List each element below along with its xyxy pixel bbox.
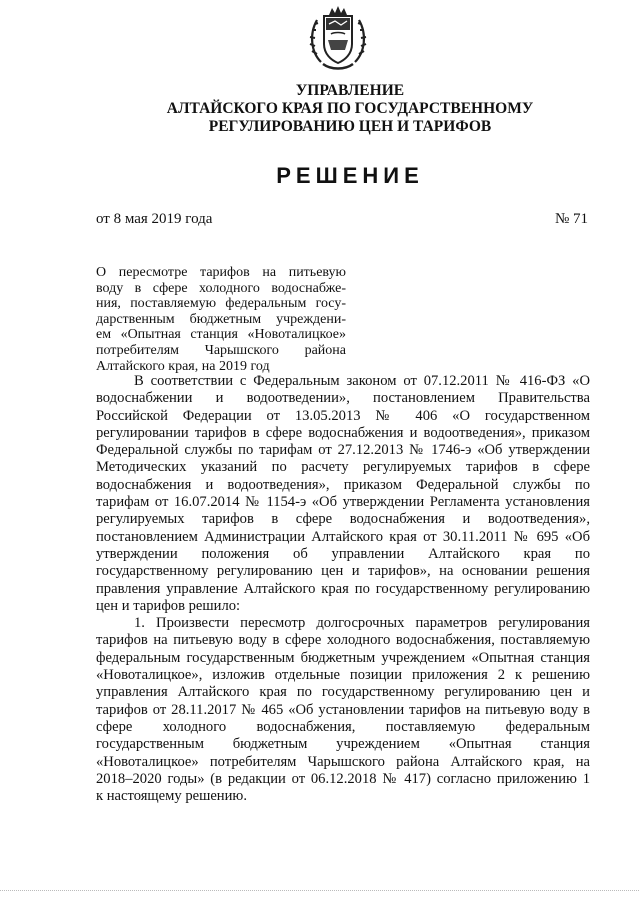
body-line: регулируемых тарифов в сфере водоснабжения и водоотведения», [96, 511, 590, 528]
body-line: утверждении положения об управлении Алтайского края по [96, 545, 590, 562]
document-body [96, 373, 590, 805]
body-line: тарифам от 16.07.2014 № 1154-э «Об утверждении Регламента установления [96, 494, 590, 511]
document-subject [96, 265, 346, 374]
body-line: 1. Произвести пересмотр долгосрочных параметров регулирования [134, 615, 590, 632]
subject-line: ем «Опытная станция «Новоталицкое» [96, 327, 346, 343]
body-line: тарифов от 28.11.2017 № 465 «Об установлении тарифов на питьевую воду в [96, 701, 590, 718]
body-line: государственному регулированию цен и тарифов», на основании решения [96, 563, 590, 580]
body-line: к настоящему решению. [96, 788, 247, 805]
body-line: Федеральной службы по тарифам от 27.12.2013 № 1746-э «Об утверждении [96, 442, 590, 459]
body-line: 2018–2020 годы» (в редакции от 06.12.2018 № 417) согласно приложению 1 [96, 770, 590, 787]
subject-line: Алтайского края, на 2019 год [96, 358, 270, 374]
body-line: «Новоталицкое» потребителям Чарышского района Алтайского края, на [96, 753, 590, 770]
header-line-3: РЕГУЛИРОВАНИЮ ЦЕН И ТАРИФОВ [208, 118, 492, 135]
body-line: «Новоталицкое», изложив отдельные позиции приложения 2 к решению [96, 667, 590, 684]
header-line-1: УПРАВЛЕНИЕ [295, 82, 405, 99]
subject-line: потребителям Чарышского района [96, 342, 346, 358]
body-line: тарифов на питьевую воду в сфере холодного водоснабжения, поставляемую [96, 632, 590, 649]
page-bottom-divider [0, 890, 639, 891]
header-line-2: АЛТАЙСКОГО КРАЯ ПО ГОСУДАРСТВЕННОМУ [166, 100, 534, 117]
subject-line: ния, поставляемую федеральным госу- [96, 296, 346, 312]
body-line: регулировании тарифов в сфере водоснабжения и водоотведения», приказом [96, 424, 590, 441]
document-title: РЕШЕНИЕ [276, 163, 424, 188]
body-line: В соответствии с Федеральным законом от 07.12.2011 № 416-ФЗ «О [134, 373, 590, 389]
document-number: № 71 [554, 211, 588, 227]
body-line: федеральным государственным бюджетным учреждением «Опытная станция [96, 649, 590, 666]
body-line: управления Алтайского края по государственному регулированию цен и [96, 684, 590, 701]
document-date: от 8 мая 2019 года [96, 211, 213, 227]
body-line: водоснабжении и водоотведении», постановлением Правительства [96, 390, 590, 407]
subject-line: О пересмотре тарифов на питьевую [96, 265, 346, 280]
coat-of-arms-emblem [307, 4, 369, 72]
body-line: сфере холодного водоснабжения, поставляемую федеральным [96, 718, 590, 735]
body-line: Методических указаний по расчету регулируемых тарифов в сфере [96, 459, 590, 476]
body-line: государственным бюджетным учреждением «Опытная станция [96, 736, 590, 753]
body-line: цен и тарифов решило: [96, 597, 241, 614]
body-line: Российской Федерации от 13.05.2013 № 406 «О государственном [96, 407, 590, 424]
subject-line: воду в сфере холодного водоснабже- [96, 280, 346, 296]
subject-line: дарственным бюджетным учреждени- [96, 311, 346, 327]
body-line: постановлением Администрации Алтайского края от 30.11.2011 № 695 «Об [96, 528, 590, 545]
authority-header [120, 82, 580, 136]
body-line: водоснабжения и водоотведения», приказом Федеральной службы по [96, 476, 590, 493]
body-line: правления управление Алтайского края по государственному регулированию [96, 580, 590, 597]
